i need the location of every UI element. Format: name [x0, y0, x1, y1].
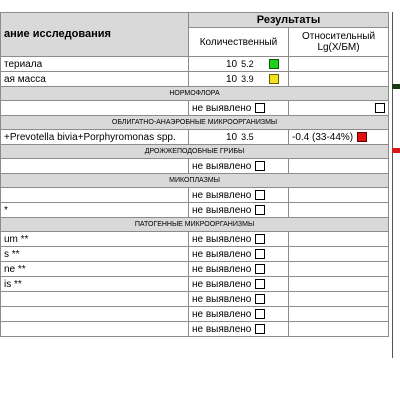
table-row — [1, 277, 389, 292]
quantitative-cell — [189, 101, 289, 116]
quantitative-header: Количественный — [189, 28, 289, 57]
organism-name — [1, 322, 189, 337]
quant-base: 10 — [226, 131, 238, 143]
empty-checkbox-icon — [255, 234, 265, 244]
relative-cell — [289, 292, 389, 307]
relative-header-label: Относительный Lg(X/БМ) — [301, 31, 376, 53]
name-column-header: ание исследования — [1, 13, 189, 57]
result-bar-dark — [392, 84, 400, 89]
table-row — [1, 247, 389, 262]
table-row — [1, 322, 389, 337]
table-row — [1, 130, 389, 145]
not-detected-text: не выявлено — [192, 323, 252, 335]
relative-cell — [289, 203, 389, 218]
not-detected-text: не выявлено — [192, 102, 252, 114]
quantitative-cell — [189, 188, 289, 203]
relative-cell — [289, 57, 389, 72]
section-row — [1, 116, 389, 130]
table-row — [1, 57, 389, 72]
organism-name: териала — [1, 57, 189, 72]
relative-header — [289, 28, 389, 57]
relative-cell — [289, 247, 389, 262]
relative-cell — [289, 232, 389, 247]
not-detected-text: не выявлено — [192, 308, 252, 320]
empty-checkbox-icon — [375, 103, 385, 113]
section-row — [1, 145, 389, 159]
chart-axis-line — [392, 12, 393, 358]
table-row — [1, 232, 389, 247]
relative-cell — [289, 277, 389, 292]
table-row — [1, 203, 389, 218]
relative-cell — [289, 188, 389, 203]
not-detected-text: не выявлено — [192, 204, 252, 216]
not-detected-text: не выявлено — [192, 263, 252, 275]
table-row — [1, 292, 389, 307]
not-detected-text: не выявлено — [192, 278, 252, 290]
empty-checkbox-icon — [255, 294, 265, 304]
quantitative-cell — [189, 203, 289, 218]
empty-checkbox-icon — [255, 205, 265, 215]
relative-cell — [289, 101, 389, 116]
empty-checkbox-icon — [255, 309, 265, 319]
section-label: ДРОЖЖЕПОДОБНЫЕ ГРИБЫ — [1, 145, 389, 159]
quantitative-cell — [189, 262, 289, 277]
organism-name: um ** — [1, 232, 189, 247]
quantitative-cell — [189, 277, 289, 292]
organism-name: +Prevotella bivia+Porphyromonas spp. — [1, 130, 189, 145]
organism-name — [1, 307, 189, 322]
empty-checkbox-icon — [255, 264, 265, 274]
quantitative-cell — [189, 232, 289, 247]
table-row — [1, 101, 389, 116]
results-table — [0, 12, 389, 337]
results-header: Результаты — [189, 13, 389, 28]
section-label: ОБЛИГАТНО-АНАЭРОБНЫЕ МИКРООРГАНИЗМЫ — [1, 116, 389, 130]
table-row — [1, 72, 389, 87]
empty-checkbox-icon — [255, 324, 265, 334]
quant-exponent: 3.9 — [241, 73, 254, 84]
quantitative-cell — [189, 72, 289, 87]
table-row — [1, 262, 389, 277]
relative-cell — [289, 307, 389, 322]
section-row — [1, 87, 389, 101]
quantitative-cell — [189, 57, 289, 72]
quantitative-cell — [189, 292, 289, 307]
empty-checkbox-icon — [255, 249, 265, 259]
green-indicator-icon — [269, 59, 279, 69]
section-row — [1, 218, 389, 232]
empty-checkbox-icon — [255, 103, 265, 113]
red-indicator-icon — [357, 132, 367, 142]
quantitative-cell — [189, 159, 289, 174]
organism-name — [1, 101, 189, 116]
section-label: МИКОПЛАЗМЫ — [1, 174, 389, 188]
quantitative-cell — [189, 130, 289, 145]
empty-checkbox-icon — [255, 161, 265, 171]
relative-cell — [289, 130, 389, 145]
not-detected-text: не выявлено — [192, 189, 252, 201]
relative-cell — [289, 159, 389, 174]
quant-exponent: 5.2 — [241, 58, 254, 69]
organism-name: is ** — [1, 277, 189, 292]
organism-name: ая масса — [1, 72, 189, 87]
quantitative-cell — [189, 322, 289, 337]
quantitative-cell — [189, 307, 289, 322]
not-detected-text: не выявлено — [192, 160, 252, 172]
empty-checkbox-icon — [255, 279, 265, 289]
yellow-indicator-icon — [269, 74, 279, 84]
quant-base: 10 — [226, 73, 238, 85]
quantitative-cell — [189, 247, 289, 262]
table-row — [1, 188, 389, 203]
organism-name: * — [1, 203, 189, 218]
organism-name: ne ** — [1, 262, 189, 277]
table-row — [1, 159, 389, 174]
relative-cell — [289, 262, 389, 277]
organism-name — [1, 292, 189, 307]
result-bar-red — [392, 148, 400, 153]
empty-checkbox-icon — [255, 190, 265, 200]
not-detected-text: не выявлено — [192, 233, 252, 245]
relative-value: -0.4 (33-44%) — [292, 131, 354, 143]
section-label: ПАТОГЕННЫЕ МИКРООРГАНИЗМЫ — [1, 218, 389, 232]
organism-name — [1, 159, 189, 174]
not-detected-text: не выявлено — [192, 248, 252, 260]
header-row — [1, 13, 389, 28]
section-row — [1, 174, 389, 188]
not-detected-text: не выявлено — [192, 293, 252, 305]
relative-cell — [289, 322, 389, 337]
section-label: НОРМОФЛОРА — [1, 87, 389, 101]
quant-base: 10 — [226, 58, 238, 70]
quant-exponent: 3.5 — [241, 131, 254, 142]
relative-cell — [289, 72, 389, 87]
table-row — [1, 307, 389, 322]
organism-name — [1, 188, 189, 203]
organism-name: s ** — [1, 247, 189, 262]
